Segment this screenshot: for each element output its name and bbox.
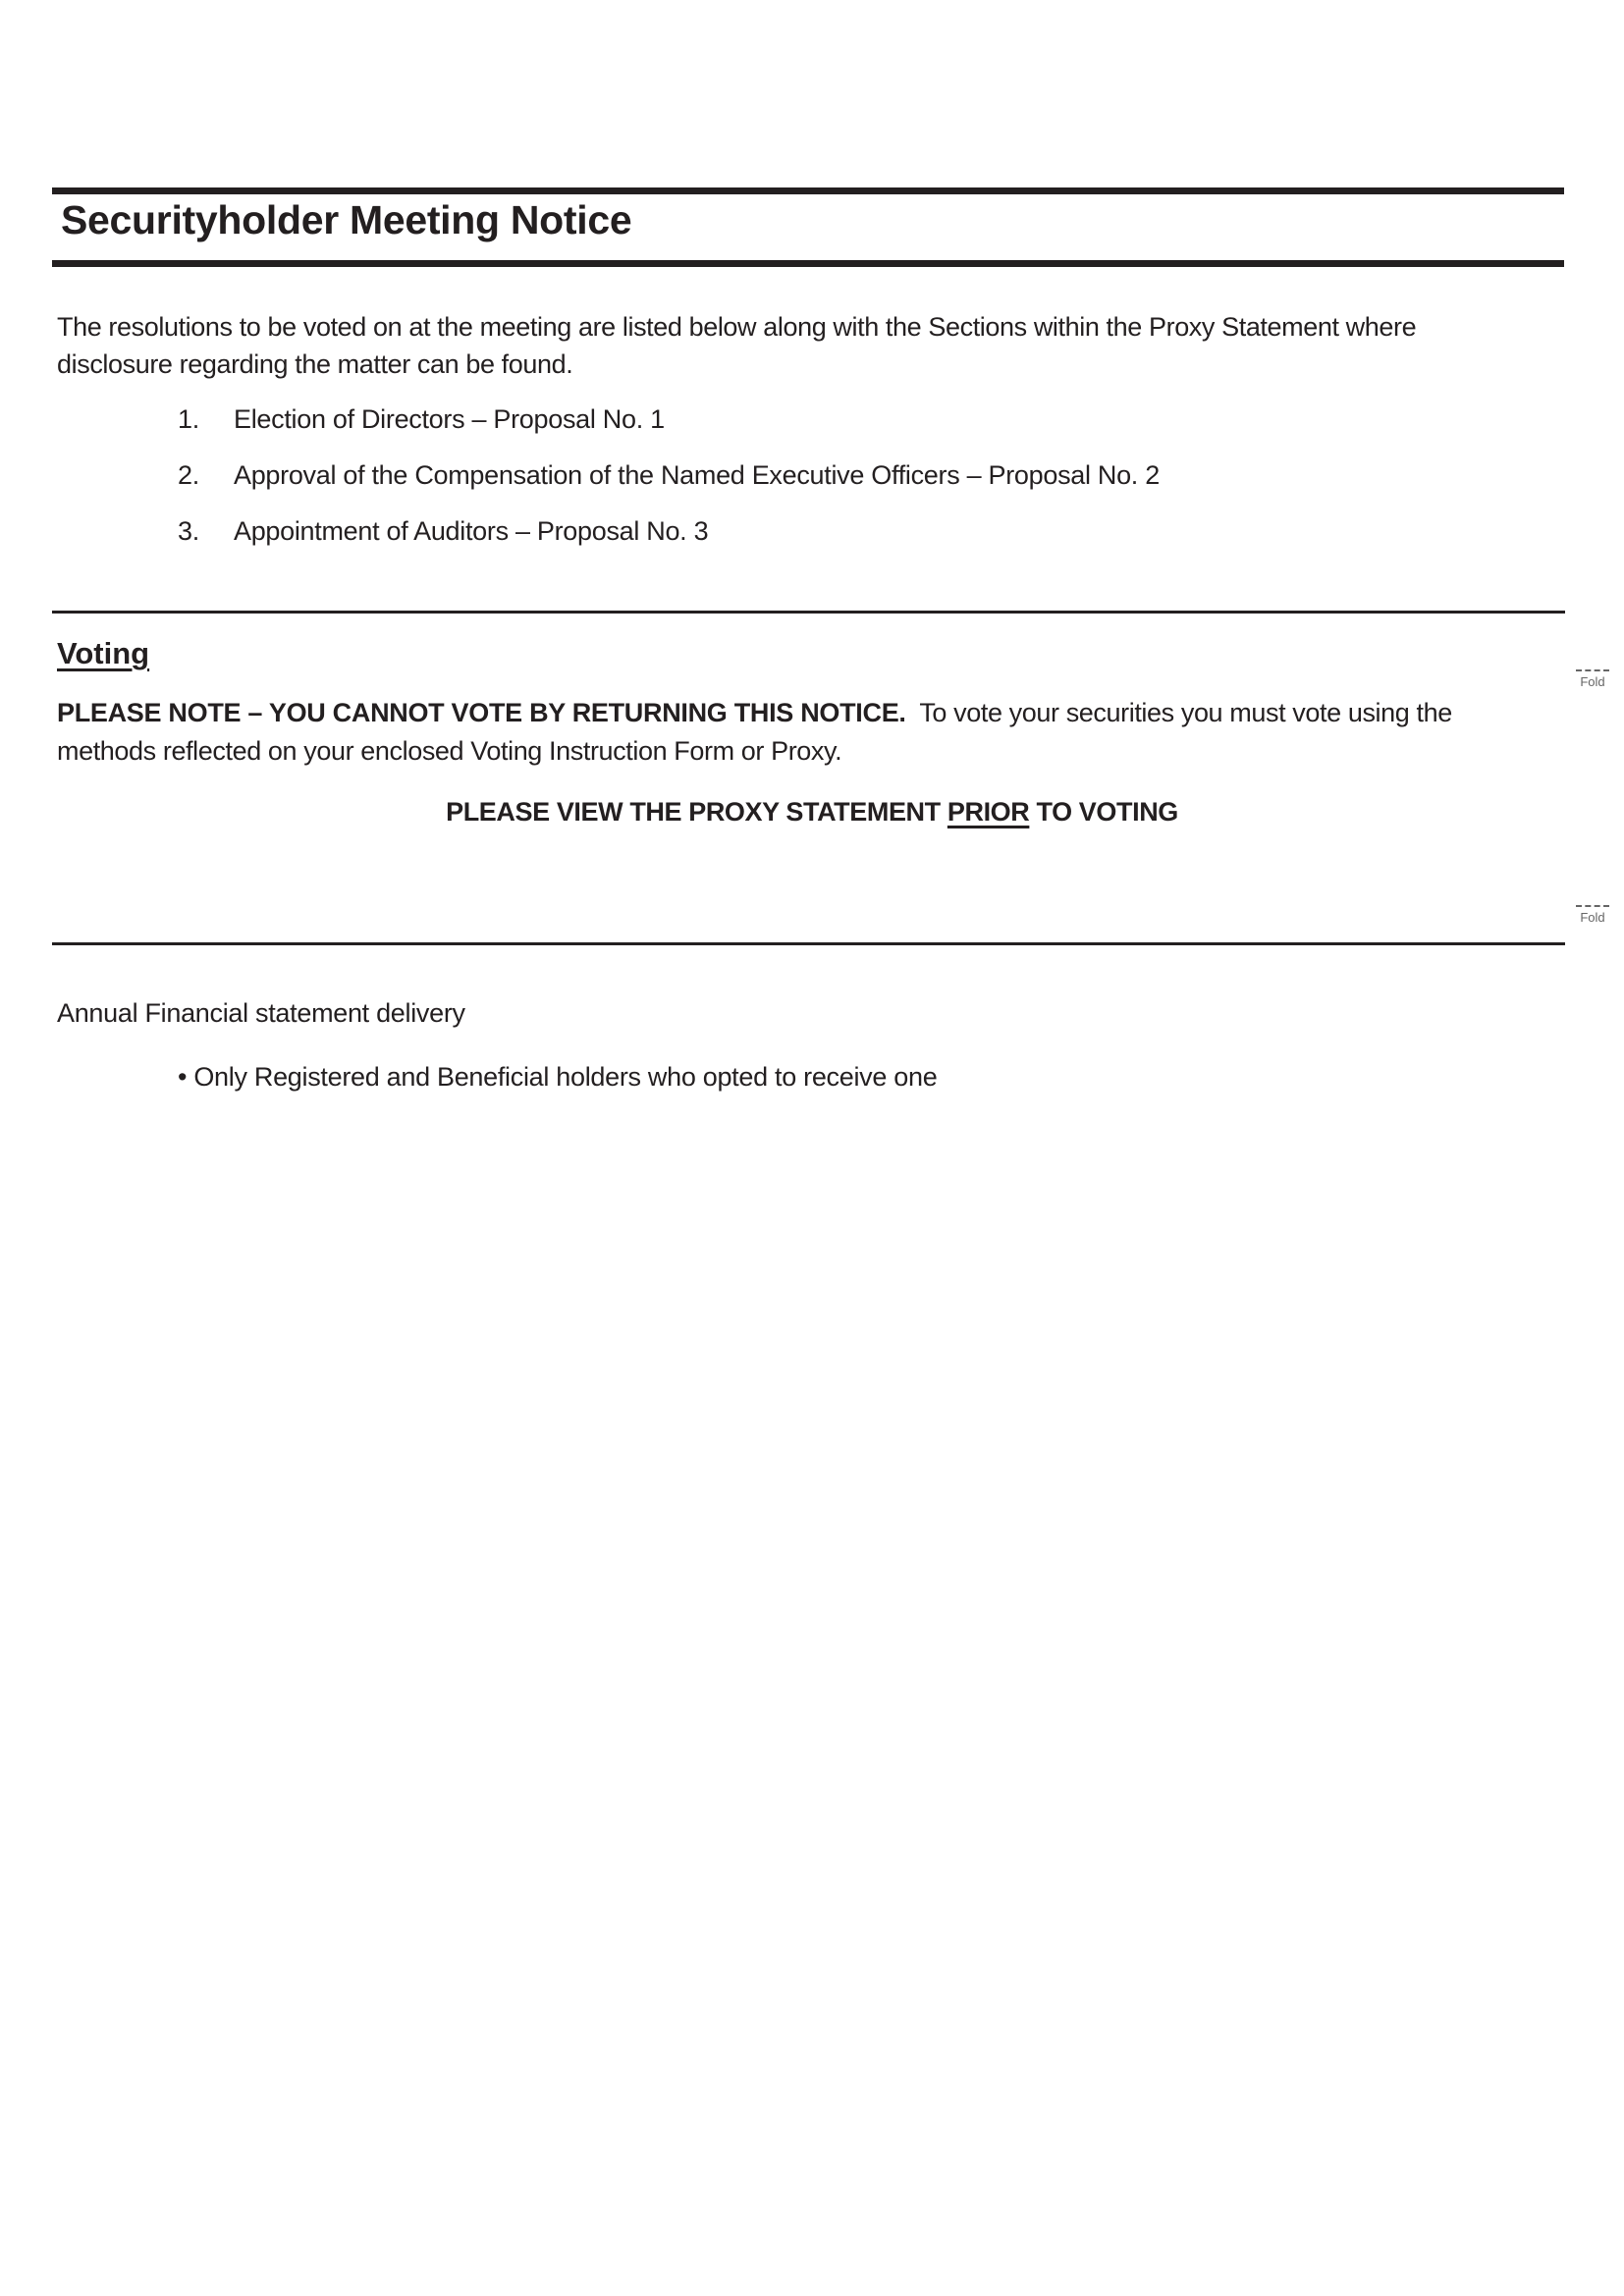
fold-dash	[1576, 905, 1609, 907]
fold-label: Fold	[1580, 674, 1605, 689]
notice-text-after: TO VOTING	[1029, 797, 1178, 827]
financial-statement-bullet: • Only Registered and Beneficial holders who opted to receive one	[178, 1062, 938, 1092]
voting-note-text: To vote your securities you must vote using the methods reflected on your enclosed Voting Instruction Form or Proxy.	[57, 698, 1452, 766]
resolution-number: 3.	[178, 516, 199, 546]
voting-bottom-rule	[52, 942, 1565, 945]
resolution-item	[178, 512, 1160, 550]
fold-mark	[1576, 905, 1609, 925]
resolutions-list	[178, 400, 1160, 568]
resolution-text: Election of Directors – Proposal No. 1	[234, 404, 665, 434]
resolution-text: Appointment of Auditors – Proposal No. 3	[234, 516, 709, 546]
notice-text-before: PLEASE VIEW THE PROXY STATEMENT	[446, 797, 947, 827]
fold-mark	[1576, 669, 1609, 689]
resolution-text: Approval of the Compensation of the Named Executive Officers – Proposal No. 2	[234, 460, 1160, 490]
voting-top-rule	[52, 611, 1565, 614]
title-bottom-rule	[52, 260, 1564, 267]
voting-note	[57, 694, 1549, 771]
voting-note-bold: PLEASE NOTE – YOU CANNOT VOTE BY RETURNING THIS NOTICE.	[57, 698, 906, 727]
financial-statement-heading: Annual Financial statement delivery	[57, 998, 465, 1028]
proxy-statement-notice	[0, 797, 1624, 828]
voting-heading: Voting	[57, 636, 150, 670]
title-top-rule	[52, 187, 1564, 194]
fold-label: Fold	[1580, 910, 1605, 925]
fold-dash	[1576, 669, 1609, 671]
intro-paragraph: The resolutions to be voted on at the meeting are listed below along with the Sections within the Proxy Statement where disclosure regarding the matter can be found.	[57, 312, 1417, 379]
page-title: Securityholder Meeting Notice	[61, 197, 632, 242]
resolution-item	[178, 400, 1160, 438]
resolution-number: 1.	[178, 404, 199, 434]
resolution-number: 2.	[178, 460, 199, 490]
resolution-item	[178, 456, 1160, 494]
notice-text-underlined: PRIOR	[947, 797, 1030, 827]
